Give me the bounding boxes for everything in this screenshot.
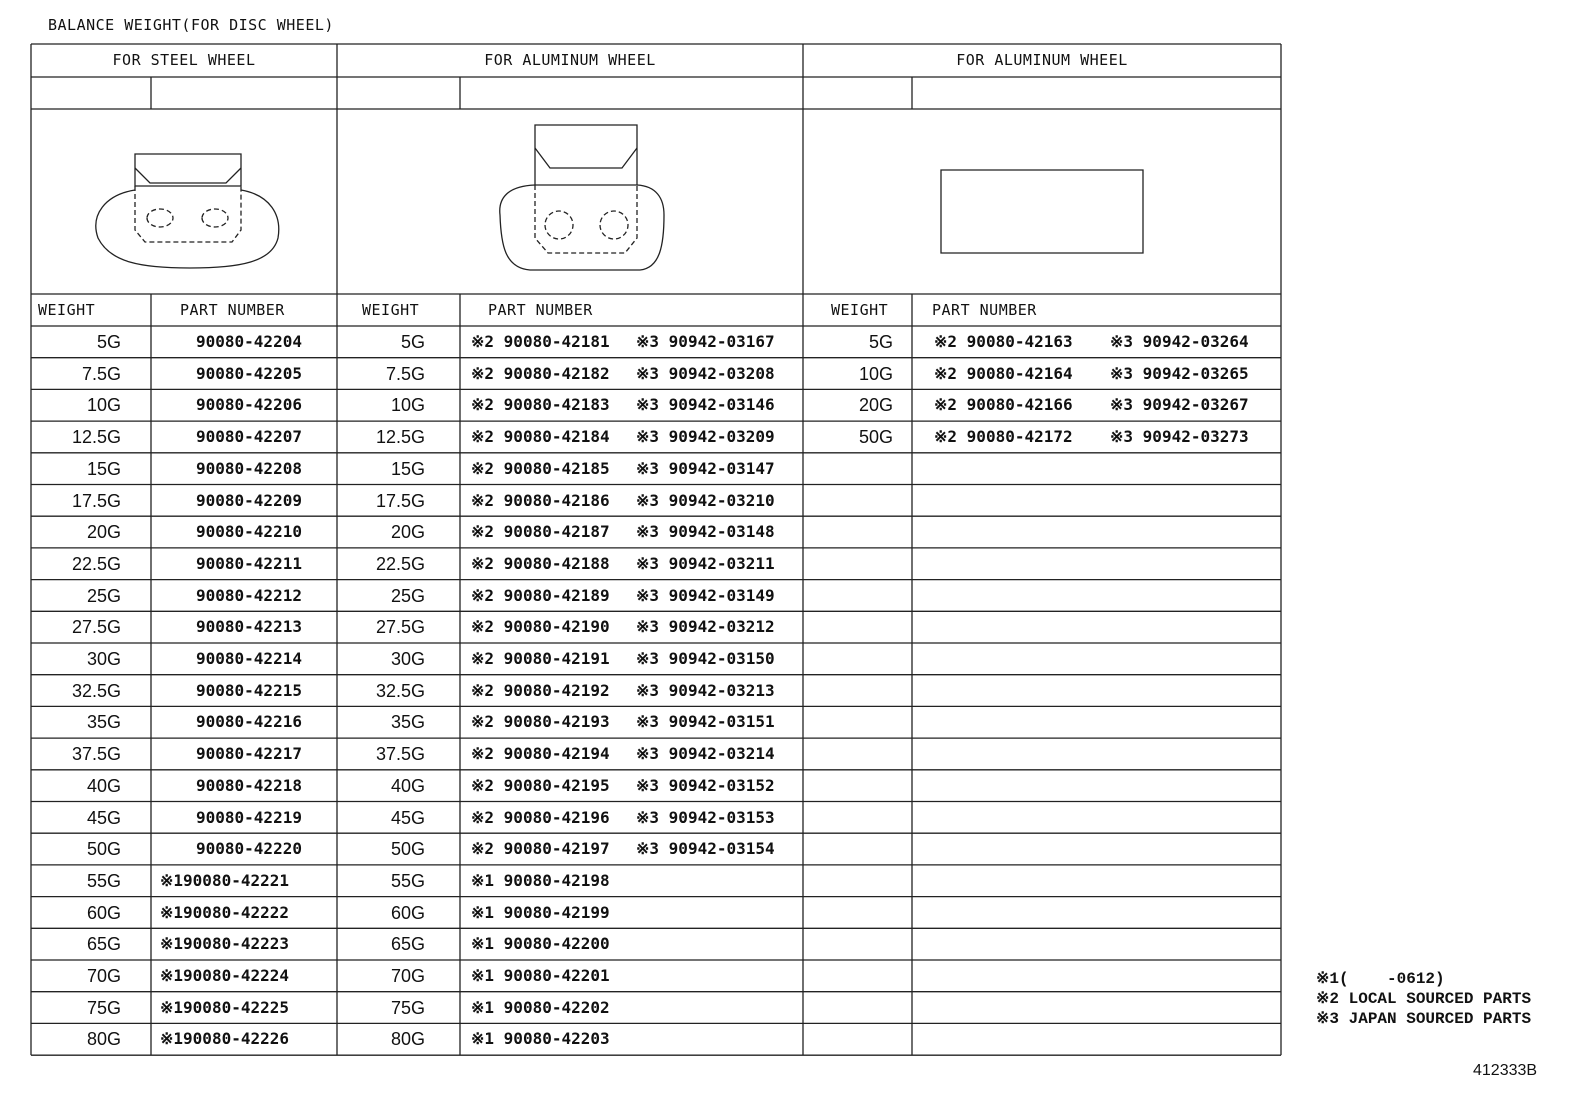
aluminum-part-number-local: ※2 90080-42193	[471, 712, 610, 732]
steel-part-number: 90080-42211	[196, 553, 302, 573]
note-1: ※1( -0612)	[1316, 970, 1445, 988]
aluminum-part-number-japan: ※3 90942-03212	[636, 617, 775, 637]
steel-part-number: 90080-42206	[196, 395, 302, 415]
section-header: FOR ALUMINUM WHEEL	[956, 51, 1128, 69]
steel-weight-value: 60G	[86, 902, 121, 923]
steel-part-number: 90080-42207	[196, 427, 302, 447]
section-header: FOR STEEL WHEEL	[112, 51, 256, 69]
aluminum-part-number-japan: ※3 90942-03153	[636, 807, 775, 827]
adhesive-weight-value: 50G	[858, 427, 893, 448]
adhesive-part-number-japan: ※3 90942-03273	[1110, 427, 1249, 447]
aluminum-part-number-local: ※2 90080-42185	[471, 458, 610, 478]
steel-part-number: 90080-42204	[196, 332, 302, 351]
adhesive-weight-body	[941, 170, 1143, 253]
aluminum-weight-value: 50G	[390, 839, 425, 860]
aluminum-part-number-local: ※2 90080-42186	[471, 490, 610, 510]
steel-part-number: 90080-42220	[196, 839, 302, 859]
aluminum-weight-clip	[535, 125, 637, 185]
aluminum-part-number-japan: ※3 90942-03209	[636, 427, 775, 447]
steel-part-number: 90080-42205	[196, 363, 302, 383]
aluminum-part-number-local: ※1 90080-42203	[471, 1029, 610, 1049]
aluminum-part-number-local: ※2 90080-42184	[471, 427, 610, 447]
weight-column-header: WEIGHT	[362, 301, 420, 319]
aluminum-part-number-local: ※2 90080-42194	[471, 744, 610, 764]
steel-weight-value: 75G	[86, 997, 121, 1018]
steel-part-number: 90080-42218	[196, 775, 302, 795]
note-3: ※3 JAPAN SOURCED PARTS	[1316, 1010, 1532, 1028]
aluminum-weight-hole-right	[600, 211, 628, 239]
aluminum-weight-value: 27.5G	[375, 617, 425, 638]
steel-part-number: 90080-42214	[196, 649, 302, 668]
steel-part-number: 90080-42212	[196, 585, 302, 605]
steel-weight-clip-bevel	[135, 168, 241, 183]
weight-column-header: WEIGHT	[831, 301, 889, 319]
aluminum-part-number-japan: ※3 90942-03146	[636, 395, 775, 415]
steel-weight-value: 32.5G	[71, 680, 121, 701]
aluminum-part-number-local: ※2 90080-42182	[471, 363, 610, 383]
aluminum-weight-value: 15G	[390, 458, 425, 479]
steel-weight-value: 35G	[86, 712, 121, 733]
aluminum-weight-value: 17.5G	[375, 490, 425, 511]
steel-weight-value: 12.5G	[71, 427, 121, 448]
aluminum-weight-body	[500, 185, 664, 270]
aluminum-weight-value: 60G	[390, 902, 425, 923]
aluminum-weight-value: 22.5G	[375, 553, 425, 574]
note-2: ※2 LOCAL SOURCED PARTS	[1316, 990, 1532, 1008]
aluminum-weight-value: 40G	[390, 775, 425, 796]
steel-weight-value: 30G	[86, 649, 121, 669]
section-header: FOR ALUMINUM WHEEL	[484, 51, 656, 69]
steel-weight-value: 15G	[86, 458, 121, 479]
steel-weight-value: 70G	[86, 966, 121, 986]
aluminum-weight-value: 70G	[390, 966, 425, 986]
aluminum-weight-value: 30G	[390, 649, 425, 669]
aluminum-part-number-japan: ※3 90942-03167	[636, 332, 775, 351]
weight-column-header: WEIGHT	[38, 301, 96, 319]
aluminum-weight-value: 32.5G	[375, 680, 425, 701]
aluminum-part-number-local: ※2 90080-42188	[471, 553, 610, 573]
aluminum-part-number-japan: ※3 90942-03148	[636, 522, 775, 542]
aluminum-weight-value: 75G	[390, 997, 425, 1018]
aluminum-part-number-japan: ※3 90942-03213	[636, 680, 775, 700]
aluminum-weight-value: 55G	[390, 870, 425, 891]
steel-weight-clip	[135, 154, 241, 186]
aluminum-part-number-japan: ※3 90942-03210	[636, 490, 775, 510]
aluminum-part-number-local: ※1 90080-42202	[471, 997, 610, 1017]
aluminum-part-number-local: ※2 90080-42181	[471, 332, 610, 351]
steel-part-number: 90080-42217	[196, 744, 302, 764]
aluminum-weight-value: 35G	[390, 712, 425, 733]
steel-weight-value: 65G	[86, 934, 121, 955]
aluminum-weight-hole-left	[545, 211, 573, 239]
steel-part-number: 90080-42219	[196, 807, 302, 827]
part-number-column-header: PART NUMBER	[932, 301, 1037, 319]
aluminum-part-number-local: ※1 90080-42198	[471, 870, 610, 890]
illustration-code: 412333B	[1473, 1062, 1538, 1079]
steel-weight-body	[96, 190, 279, 268]
aluminum-weight-value: 80G	[390, 1029, 425, 1050]
aluminum-part-number-local: ※2 90080-42187	[471, 522, 610, 542]
part-number-column-header: PART NUMBER	[180, 301, 285, 319]
aluminum-part-number-local: ※1 90080-42200	[471, 934, 610, 954]
aluminum-part-number-local: ※1 90080-42201	[471, 966, 610, 985]
aluminum-weight-value: 25G	[390, 585, 425, 606]
adhesive-part-number-japan: ※3 90942-03267	[1110, 395, 1249, 415]
steel-weight-value: 10G	[86, 395, 121, 416]
steel-weight-hidden-edge	[135, 186, 241, 242]
steel-weight-value: 7.5G	[81, 363, 121, 384]
steel-part-number: ※190080-42226	[160, 1029, 289, 1049]
steel-part-number: 90080-42216	[196, 712, 302, 732]
part-number-column-header: PART NUMBER	[488, 301, 593, 319]
aluminum-part-number-local: ※2 90080-42195	[471, 775, 610, 795]
adhesive-part-number-local: ※2 90080-42164	[934, 363, 1073, 383]
steel-weight-value: 37.5G	[71, 744, 121, 765]
adhesive-part-number-local: ※2 90080-42163	[934, 332, 1073, 351]
aluminum-part-number-local: ※2 90080-42192	[471, 680, 610, 700]
aluminum-weight-value: 5G	[400, 332, 425, 352]
steel-part-number: 90080-42208	[196, 458, 302, 478]
steel-weight-hole-left	[147, 209, 173, 227]
aluminum-part-number-japan: ※3 90942-03149	[636, 585, 775, 605]
steel-weight-value: 40G	[86, 775, 121, 796]
aluminum-weight-value: 7.5G	[385, 363, 425, 384]
aluminum-part-number-japan: ※3 90942-03151	[636, 712, 775, 732]
steel-weight-hole-right	[202, 209, 228, 227]
aluminum-part-number-japan: ※3 90942-03154	[636, 839, 775, 859]
aluminum-part-number-local: ※2 90080-42191	[471, 649, 610, 668]
steel-weight-value: 5G	[96, 332, 121, 352]
adhesive-part-number-japan: ※3 90942-03264	[1110, 332, 1249, 351]
aluminum-part-number-japan: ※3 90942-03147	[636, 458, 775, 478]
steel-weight-value: 25G	[86, 585, 121, 606]
aluminum-part-number-local: ※2 90080-42197	[471, 839, 610, 859]
steel-weight-value: 45G	[86, 807, 121, 828]
aluminum-part-number-japan: ※3 90942-03211	[636, 553, 775, 573]
aluminum-part-number-japan: ※3 90942-03214	[636, 744, 775, 764]
steel-weight-value: 22.5G	[71, 553, 121, 574]
steel-part-number: ※190080-42222	[160, 902, 289, 922]
steel-part-number: ※190080-42225	[160, 997, 289, 1017]
adhesive-weight-value: 20G	[858, 395, 893, 416]
steel-part-number: 90080-42209	[196, 490, 302, 510]
aluminum-weight-value: 12.5G	[375, 427, 425, 448]
steel-part-number: ※190080-42224	[160, 966, 289, 985]
aluminum-weight-value: 65G	[390, 934, 425, 955]
steel-part-number: 90080-42210	[196, 522, 302, 542]
steel-part-number: 90080-42215	[196, 680, 302, 700]
steel-weight-value: 20G	[86, 522, 121, 543]
page-title: BALANCE WEIGHT(FOR DISC WHEEL)	[48, 16, 334, 34]
adhesive-part-number-japan: ※3 90942-03265	[1110, 363, 1249, 383]
adhesive-weight-value: 5G	[868, 332, 893, 352]
aluminum-part-number-local: ※2 90080-42189	[471, 585, 610, 605]
aluminum-weight-value: 10G	[390, 395, 425, 416]
aluminum-weight-clip-bevel	[535, 148, 637, 168]
aluminum-part-number-japan: ※3 90942-03208	[636, 363, 775, 383]
aluminum-weight-value: 45G	[390, 807, 425, 828]
aluminum-weight-hidden-edge	[535, 185, 637, 253]
steel-part-number: ※190080-42223	[160, 934, 289, 954]
adhesive-part-number-local: ※2 90080-42172	[934, 427, 1073, 447]
steel-part-number: ※190080-42221	[160, 870, 289, 890]
steel-weight-value: 80G	[86, 1029, 121, 1050]
adhesive-weight-value: 10G	[858, 363, 893, 384]
aluminum-weight-value: 37.5G	[375, 744, 425, 765]
aluminum-part-number-japan: ※3 90942-03150	[636, 649, 775, 668]
aluminum-part-number-local: ※2 90080-42190	[471, 617, 610, 637]
adhesive-part-number-local: ※2 90080-42166	[934, 395, 1073, 415]
aluminum-part-number-japan: ※3 90942-03152	[636, 775, 775, 795]
aluminum-weight-value: 20G	[390, 522, 425, 543]
steel-weight-value: 55G	[86, 870, 121, 891]
steel-weight-value: 17.5G	[71, 490, 121, 511]
steel-weight-value: 50G	[86, 839, 121, 860]
aluminum-part-number-local: ※2 90080-42196	[471, 807, 610, 827]
steel-part-number: 90080-42213	[196, 617, 302, 637]
aluminum-part-number-local: ※2 90080-42183	[471, 395, 610, 415]
aluminum-part-number-local: ※1 90080-42199	[471, 902, 610, 922]
steel-weight-value: 27.5G	[71, 617, 121, 638]
